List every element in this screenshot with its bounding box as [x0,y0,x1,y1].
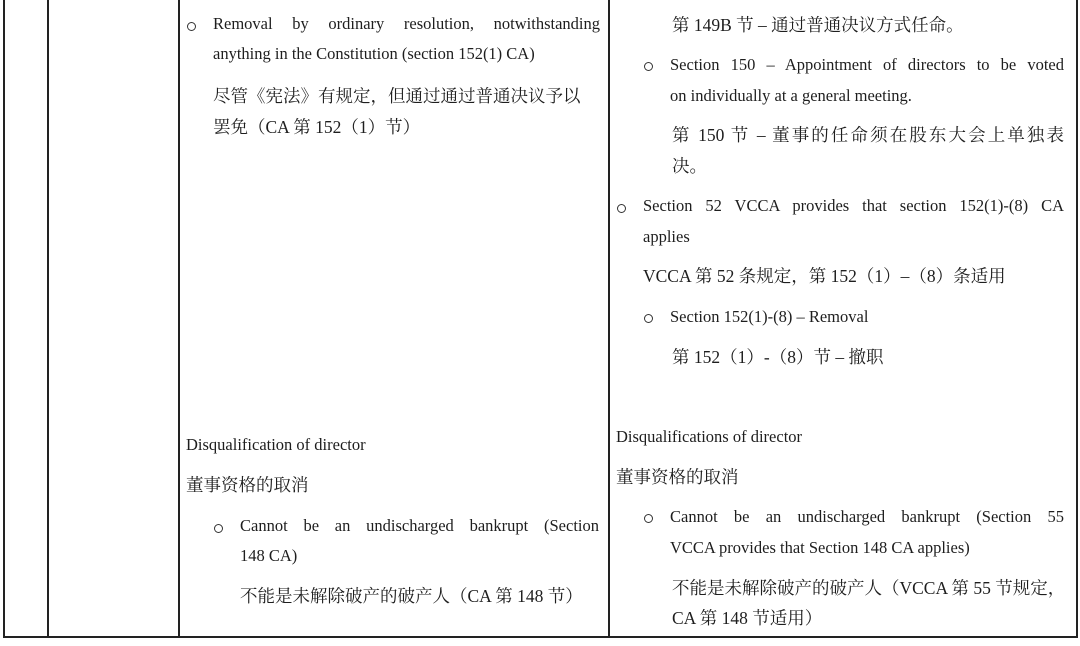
right-s52-cn: VCCA 第 52 条规定，第 152（1）–（8）条适用 [643,266,1006,286]
left-disq-item-en-line2: 148 CA) [240,546,298,565]
right-s152-cn: 第 152（1）-（8）节 – 撤职 [672,347,884,367]
left-disq-item-cn: 不能是未解除破产的破产人（CA 第 148 节） [240,586,583,606]
right-s150-en-line1: Section 150 – Appointment of directors to be voted [670,55,1064,74]
left-item1-cn-line1: 尽管《宪法》有规定，但通过通过普通决议予以 [213,86,581,106]
right-disq-heading-en: Disqualifications of director [616,427,803,446]
right-s150-en-line2: on individually at a general meeting. [670,86,912,105]
right-disq-heading-cn: 董事资格的取消 [616,467,739,487]
bullet-icon [187,20,196,35]
left-disq-heading-en: Disqualification of director [186,435,366,454]
right-disq-item-cn-line2: CA 第 148 节适用） [672,608,823,628]
right-s149b-cn: 第 149B 节 – 通过普通决议方式任命。 [672,15,964,35]
bullet-icon [644,512,653,527]
right-s152-en: Section 152(1)-(8) – Removal [670,307,869,326]
right-disq-item-en-line1: Cannot be an undischarged bankrupt (Section 55 [670,507,1064,526]
right-disq-item-en-line2: VCCA provides that Section 148 CA applies) [670,538,970,557]
left-item1-en-line2: anything in the Constitution (section 152(1) CA) [213,44,535,63]
column-divider-1 [47,0,49,636]
column-divider-2 [178,0,180,636]
right-s150-cn-line2: 决。 [672,156,707,176]
bullet-icon [617,202,626,217]
left-disq-heading-cn: 董事资格的取消 [186,475,309,495]
right-s150-cn-line1: 第 150 节 – 董事的任命须在股东大会上单独表 [672,125,1064,145]
bullet-icon [644,60,653,75]
left-item1-cn-line2: 罢免（CA 第 152（1）节） [213,117,421,137]
bullet-icon [214,522,223,537]
right-s52-en-line1: Section 52 VCCA provides that section 152(1)-(8) CA [643,196,1064,215]
bullet-icon [644,312,653,327]
column-divider-3 [608,0,610,636]
left-item1-en-line1: Removal by ordinary resolution, notwithstanding [213,14,600,33]
right-s52-en-line2: applies [643,227,690,246]
right-disq-item-cn-line1: 不能是未解除破产的破产人（VCCA 第 55 节规定， [672,578,1066,598]
left-disq-item-en-line1: Cannot be an undischarged bankrupt (Section [240,516,599,535]
